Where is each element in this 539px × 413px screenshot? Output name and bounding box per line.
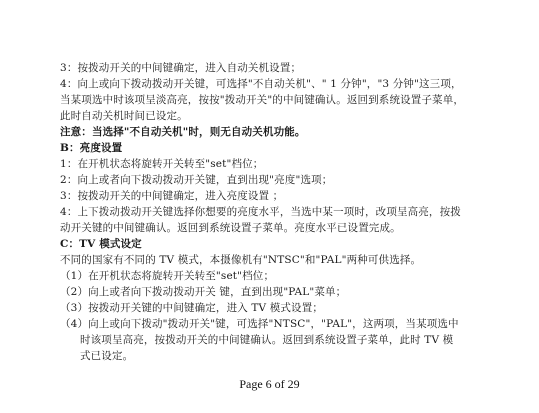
section-heading-brightness: B：亮度设置: [60, 142, 123, 154]
text-line-18: 时该项呈高亮，按拨动开关的中间键确认。返回到系统设置子菜单，此时 TV 模: [80, 334, 454, 346]
text-line-15: （2）向上或者向下拨动拨动开关 键，直到出现"PAL"菜单；: [60, 286, 347, 298]
text-line-17: （4）向上或向下拨动"拨动开关"键，可选择"NTSC"，"PAL"，这两项，当某项选中: [60, 318, 459, 330]
section-heading-tv-mode: C：TV 模式设定: [60, 238, 142, 250]
text-line-16: （3）按拨动开关键的中间键确定，进入 TV 模式设置；: [60, 302, 323, 314]
text-line-11: 动开关键的中间键确认。返回到系统设置子菜单。亮度水平已设置完成。: [60, 222, 401, 234]
text-line-9: 3：按拨动开关的中间键确定，进入亮度设置 ；: [60, 190, 284, 202]
text-line-10: 4：上下拨动拨动开关键选择你想要的亮度水平，当选中某一项时，改项呈高亮，按拨: [60, 206, 461, 218]
text-line-4: 此时自动关机时间已设定。: [60, 110, 188, 122]
text-line-2: 4：向上或向下拨动拨动开关键，可选择"不自动关机"、" 1 分钟"，"3 分钟"这三项，: [60, 78, 462, 90]
note-line: 注意：当选择"不自动关机"时，则无自动关机功能。: [60, 126, 306, 138]
text-line-7: 1：在开机状态将旋转开关转至"set"档位；: [60, 158, 264, 170]
text-line-13: 不同的国家有不同的 TV 模式，本摄像机有"NTSC"和"PAL"两种可供选择。: [60, 254, 422, 266]
text-line-19: 式已设定。: [80, 350, 134, 362]
text-line-8: 2：向上或者向下拨动拨动开关键，直到出现"亮度"选项；: [60, 174, 333, 186]
text-line-1: 3：按拨动开关的中间键确定，进入自动关机设置；: [60, 62, 302, 74]
text-line-3: 当某项选中时该项呈淡高亮，按按"拨动开关"的中间键确认。返回到系统设置子菜单，: [60, 94, 465, 106]
text-line-14: （1）在开机状态将旋转开关转至"set"档位；: [60, 270, 275, 282]
page-number: Page 6 of 29: [239, 377, 300, 391]
document-body: [60, 60, 490, 364]
